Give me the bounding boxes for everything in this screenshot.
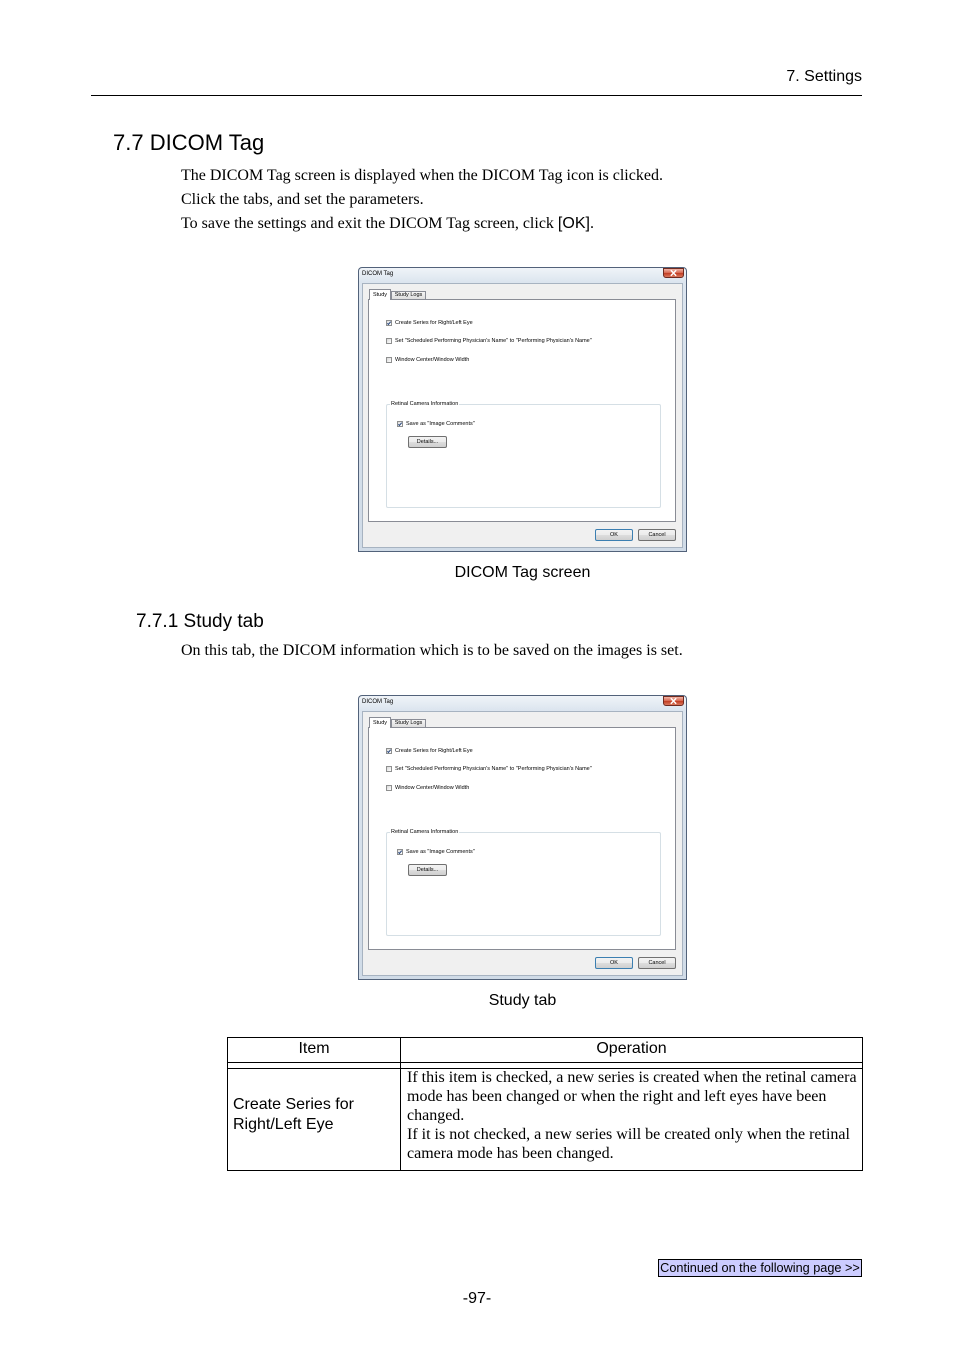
checkbox[interactable]	[397, 421, 403, 427]
close-icon	[664, 269, 683, 277]
ok-button[interactable]: OK	[595, 529, 633, 541]
option-label: Set "Scheduled Performing Physician's Name" to "Performing Physician's Name"	[395, 765, 592, 772]
dicom-tag-dialog	[358, 267, 687, 552]
option-performing-physician[interactable]	[386, 338, 592, 344]
tab-study[interactable]: Study	[369, 289, 391, 300]
running-header: 7. Settings	[786, 68, 862, 85]
option-label: Save as "Image Comments"	[406, 420, 475, 427]
checkbox[interactable]	[386, 357, 392, 363]
checkbox[interactable]	[386, 320, 392, 326]
option-performing-physician[interactable]	[386, 766, 592, 772]
option-label: Create Series for Right/Left Eye	[395, 319, 473, 326]
intro-line-text: To save the settings and exit the DICOM Tag screen, click	[181, 215, 558, 232]
section-title: 7.7 DICOM Tag	[113, 130, 265, 155]
option-label: Set "Scheduled Performing Physician's Name" to "Performing Physician's Name"	[395, 337, 592, 344]
operation-paragraph: If this item is checked, a new series is created when the retinal camera mode has been changed or when the right and left eyes have been changed.	[407, 1069, 857, 1124]
option-save-image-comments[interactable]	[397, 421, 475, 427]
group-title: Retinal Camera Information	[391, 401, 459, 407]
subsection-text: On this tab, the DICOM information which is to be saved on the images is set.	[181, 642, 683, 659]
option-label: Save as "Image Comments"	[406, 848, 475, 855]
close-icon	[664, 697, 683, 705]
checkbox[interactable]	[386, 766, 392, 772]
cancel-button[interactable]: Cancel	[638, 529, 676, 541]
subsection-title: 7.7.1 Study tab	[136, 611, 264, 632]
checkbox[interactable]	[397, 849, 403, 855]
details-button[interactable]: Details...	[408, 864, 447, 876]
column-header-item: Item	[298, 1040, 330, 1057]
details-button[interactable]: Details...	[408, 436, 447, 448]
page-number: -97-	[462, 1290, 492, 1307]
study-tab-panel	[368, 299, 676, 522]
checkbox[interactable]	[386, 338, 392, 344]
group-title: Retinal Camera Information	[391, 829, 459, 835]
ok-reference: [OK]	[557, 215, 590, 232]
cancel-button[interactable]: Cancel	[638, 957, 676, 969]
intro-line	[181, 212, 663, 236]
option-create-series[interactable]	[386, 320, 473, 326]
checkbox[interactable]	[386, 748, 392, 754]
dicom-tag-screen-figure	[358, 267, 687, 552]
tab-study-logs[interactable]: Study Logs	[391, 291, 426, 299]
study-tab-figure	[358, 695, 687, 980]
header-rule	[91, 95, 862, 96]
intro-text	[181, 164, 663, 236]
tab-study-logs[interactable]: Study Logs	[391, 719, 426, 727]
table-cell-operation	[407, 1068, 859, 1163]
dialog-title: DICOM Tag	[362, 699, 394, 705]
study-tab-panel	[368, 727, 676, 950]
retinal-camera-group	[386, 829, 661, 936]
intro-line: Click the tabs, and set the parameters.	[181, 191, 424, 208]
retinal-camera-group	[386, 401, 661, 508]
close-button[interactable]	[663, 268, 684, 278]
option-label: Create Series for Right/Left Eye	[395, 747, 473, 754]
dialog-title: DICOM Tag	[362, 271, 394, 277]
header-divider	[228, 1062, 862, 1063]
figure-caption: Study tab	[488, 992, 557, 1009]
figure-caption: DICOM Tag screen	[454, 564, 591, 581]
intro-line: The DICOM Tag screen is displayed when the DICOM Tag icon is clicked.	[181, 167, 663, 184]
continued-note: Continued on the following page >>	[658, 1259, 862, 1277]
checkbox[interactable]	[386, 785, 392, 791]
dicom-tag-dialog	[358, 695, 687, 980]
option-create-series[interactable]	[386, 748, 473, 754]
ok-button[interactable]: OK	[595, 957, 633, 969]
table-cell-item: Create Series for Right/Left Eye	[233, 1096, 354, 1133]
option-window-center-width[interactable]	[386, 357, 469, 363]
column-header-operation: Operation	[596, 1040, 667, 1057]
option-window-center-width[interactable]	[386, 785, 469, 791]
option-label: Window Center/Window Width	[395, 784, 470, 791]
option-label: Window Center/Window Width	[395, 356, 470, 363]
settings-table	[227, 1037, 863, 1171]
option-save-image-comments[interactable]	[397, 849, 475, 855]
intro-line-end: .	[589, 215, 594, 232]
tab-study[interactable]: Study	[369, 717, 391, 728]
close-button[interactable]	[663, 696, 684, 706]
operation-paragraph: If it is not checked, a new series will be created only when the retinal camera mode has been changed.	[407, 1126, 850, 1162]
